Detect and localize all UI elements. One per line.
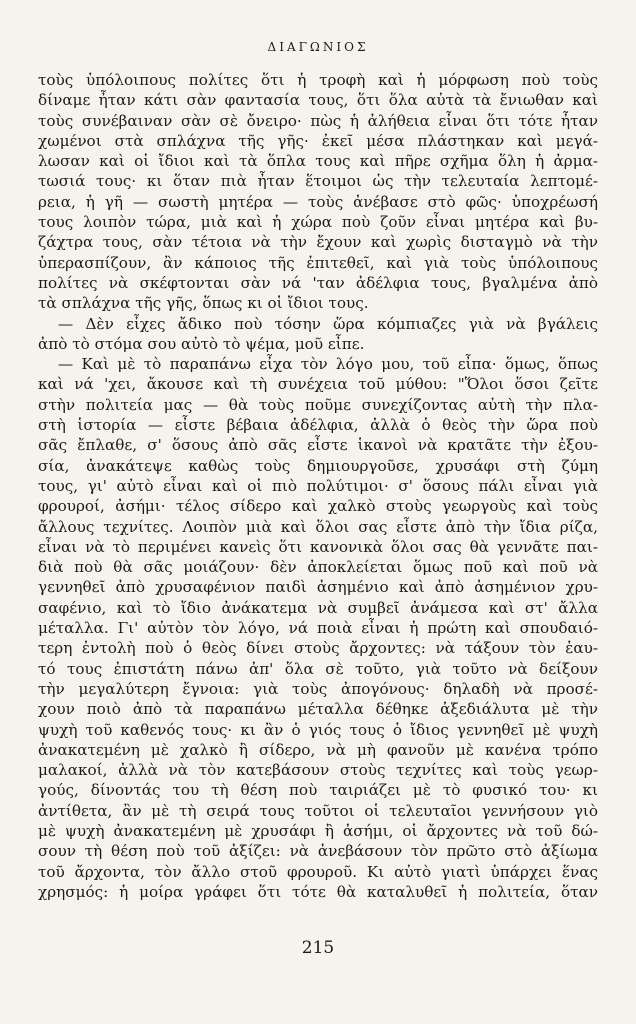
text-line: χουν ποιὸ ἀπὸ τὰ παραπάνω μέταλλα δέθηκε ἀξεδιάλυτα μὲ τὴν xyxy=(38,700,598,719)
text-line: καὶ νά 'χει, ἄκουσε καὶ τὴ συνέχεια τοῦ μύθου: "Ὅλοι ὅσοι ζεῖτε xyxy=(38,375,598,394)
text-line: τὴν μεγαλύτερη ἔγνοια: γιὰ τοὺς ἀπογόνους· δηλαδὴ νὰ προσέ- xyxy=(38,679,598,698)
body-text xyxy=(38,70,598,902)
text-line: τοὺς ὑπόλοιπους πολίτες ὅτι ἡ τροφὴ καὶ ἡ μόρφωση ποὺ τοὺς xyxy=(38,71,598,89)
text-line: γεννηθεῖ ἀπὸ χρυσαφένιον παιδὶ ἀσημένιο καὶ ἀπὸ ἀσημένιον χρυ- xyxy=(38,578,598,597)
text-line: τό τους ἐπιστάτη πάνω ἀπ' ὅλα σὲ τοῦτο, γιὰ τοῦτο νὰ δείξουν xyxy=(38,659,598,678)
text-line: τὰ σπλάχνα τῆς γῆς, ὅπως κι οἱ ἴδιοι τους. xyxy=(38,294,369,313)
text-line: — Δὲν εἶχες ἄδικο ποὺ τόσην ὥρα κόμπιαζες γιὰ νὰ βγάλεις xyxy=(58,314,598,333)
text-line: τοῦ ἄρχοντα, τὸν ἄλλο στοῦ φρουροῦ. Κι αὐτὸ γιατὶ ὑπάρχει ἕνας xyxy=(38,862,598,881)
text-line: μέταλλα. Γι' αὐτὸν τὸν λόγο, νά ποιὰ εἶναι ἡ πρώτη καὶ σπουδαιό- xyxy=(38,619,598,638)
text-line: τους λοιπὸν τώρα, μιὰ καὶ ἡ χώρα ποὺ ζοῦν εἶναι μητέρα καὶ βυ- xyxy=(38,213,598,232)
text-line: ἀνακατεμένη μὲ χαλκὸ ἢ σίδερο, νὰ μὴ φανοῦν μὲ κανένα τρόπο xyxy=(38,740,598,759)
text-line: ἄλλους τεχνίτες. Λοιπὸν μιὰ καὶ ὅλοι σας εἶστε ἀπὸ τὴν ἴδια ρίζα, xyxy=(38,517,598,536)
text-line: σουν τὴ θέση ποὺ τοῦ ἀξίζει: νὰ ἀνεβάσουν τὸν πρῶτο στὸ ἀξίωμα xyxy=(38,842,598,861)
text-line: φρουροί, ἀσήμι· τέλος σίδερο καὶ χαλκὸ στοὺς γεωργοὺς καὶ τοὺς xyxy=(38,497,598,516)
text-line: εἶναι νὰ τὸ περιμένει κανεὶς ὅτι κανονικὰ ὅλοι σας θὰ γεννᾶτε παι- xyxy=(38,537,598,556)
text-line: λωσαν καὶ οἱ ἴδιοι καὶ τὰ ὅπλα τους καὶ πῆρε σχῆμα ὅλη ἡ ἀρμα- xyxy=(38,152,598,171)
text-line: σᾶς ἔπλαθε, σ' ὅσους ἀπὸ σᾶς εἶστε ἱκανοὶ νὰ κρατᾶτε τὴν ἐξου- xyxy=(38,436,598,455)
text-line: ὑπερασπίζουν, ἂν κάποιος τῆς ἐπιτεθεῖ, καὶ γιὰ τοὺς ὑπόλοιπους xyxy=(38,253,598,272)
text-line: πολίτες νὰ σκέφτονται σὰν νά 'ταν ἀδέλφια τους, βγαλμένα ἀπὸ xyxy=(38,273,598,292)
page-number: 215 xyxy=(301,938,335,958)
text-line: τωσιά τους· κι ὅταν πιὰ ἦταν ἕτοιμοι ὡς τὴν τελευταία λεπτομέ- xyxy=(38,172,598,191)
text-line: τερη ἐντολὴ ποὺ ὁ θεὸς δίνει στοὺς ἄρχοντες: νὰ τάξουν τὸν ἑαυ- xyxy=(38,639,598,658)
text-line: χρησμός: ἡ μοίρα γράφει ὅτι τότε θὰ καταλυθεῖ ἡ πολιτεία, ὅταν xyxy=(38,882,598,901)
text-line: μαλακοί, ἀλλὰ νὰ τὸν κατεβάσουν στοὺς τεχνίτες καὶ τοὺς γεωρ- xyxy=(38,761,598,780)
text-line: χωμένοι στὰ σπλάχνα τῆς γῆς· ἐκεῖ μέσα πλάστηκαν καὶ μεγά- xyxy=(38,131,598,150)
text-line: μὲ ψυχὴ ἀνακατεμένη μὲ χρυσάφι ἢ ἀσήμι, οἱ ἄρχοντες νὰ τοῦ δώ- xyxy=(38,821,598,840)
text-line: ζάχτρα τους, σὰν τέτοια νὰ τὴν ἔχουν καὶ χωρὶς δισταγμὸ νὰ τὴν xyxy=(38,233,598,252)
text-line: ἀντίθετα, ἂν μὲ τὴ σειρά τους τοῦτοι οἱ τελευταῖοι γεννήσουν γιὸ xyxy=(38,801,598,820)
running-head: ΔΙΑΓΩΝΙΟΣ xyxy=(267,40,369,54)
text-line: ἀπὸ τὸ στόμα σου αὐτὸ τὸ ψέμα, μοῦ εἶπε. xyxy=(38,334,365,353)
text-line: σία, ἀνακάτεψε καθὼς τοὺς δημιουργοῦσε, χρυσάφι στὴ ζύμη xyxy=(38,456,598,475)
text-line: τους, γι' αὐτὸ εἶναι καὶ οἱ πιὸ πολύτιμοι· σ' ὅσους πάλι εἶναι γιὰ xyxy=(38,476,598,495)
text-line: γούς, δίνοντάς του τὴ θέση ποὺ ταιριάζει μὲ τὸ φυσικό του· κι xyxy=(38,781,598,800)
text-line: ψυχὴ τοῦ καθενός τους· κι ἂν ὁ γιός τους ὁ ἴδιος γεννηθεῖ μὲ ψυχὴ xyxy=(38,720,598,739)
text-line: τοὺς συνέβαιναν σὰν σὲ ὄνειρο· πὼς ἡ ἀλήθεια εἶναι ὅτι τότε ἦταν xyxy=(38,111,598,130)
text-line: στὴ ἱστορία — εἶστε βέβαια ἀδέλφια, ἀλλὰ ὁ θεὸς τὴν ὥρα ποὺ xyxy=(38,416,598,435)
text-line: ρεια, ἡ γῆ — σωστὴ μητέρα — τοὺς ἀνέβασε στὸ φῶς· ὑποχρέωσή xyxy=(38,192,598,211)
text-line: διὰ ποὺ θὰ σᾶς μοιάζουν· δὲν ἀποκλείεται ὅμως ποῦ καὶ ποῦ νὰ xyxy=(38,558,598,577)
text-line: στὴν πολιτεία μας — θὰ τοὺς ποῦμε συνεχίζοντας αὐτὴ τὴν πλα- xyxy=(38,395,598,414)
text-line: σαφένιο, καὶ τὸ ἴδιο ἀνάκατεμα νὰ συμβεῖ ἀνάμεσα καὶ στ' ἄλλα xyxy=(38,598,598,617)
text-line: — Καὶ μὲ τὸ παραπάνω εἶχα τὸν λόγο μου, τοῦ εἶπα· ὅμως, ὅπως xyxy=(58,355,598,374)
text-line: δίναμε ἦταν κάτι σὰν φαντασία τους, ὅτι ὅλα αὐτὰ τὰ ἔνιωθαν καὶ xyxy=(38,91,598,110)
